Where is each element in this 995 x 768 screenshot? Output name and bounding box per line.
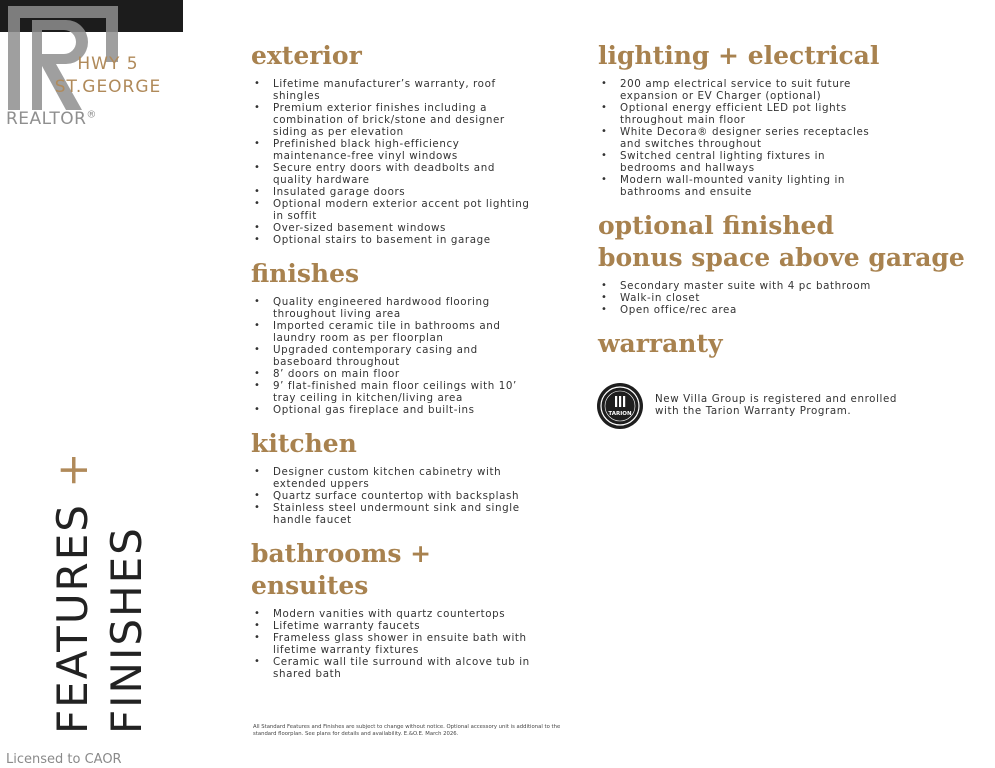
vertical-title xyxy=(46,450,154,734)
footnote-line1: All Standard Features and Finishes are subject to change without notice. Optional accessory unit is additional to the xyxy=(253,724,561,730)
right-column xyxy=(598,40,965,372)
registered-mark: ® xyxy=(86,109,97,121)
list-item-cont: tray ceiling in kitchen/living area xyxy=(273,392,463,404)
list-finishes xyxy=(251,296,551,416)
heading-optional-finished: optional finished xyxy=(598,211,834,240)
list-item: • Frameless glass shower in ensuite bath with xyxy=(251,632,551,644)
left-column xyxy=(251,40,551,692)
vertical-title-finishes: FINISHES xyxy=(102,526,151,734)
section-exterior xyxy=(251,40,551,246)
list-item: • Premium exterior finishes including a xyxy=(251,102,551,114)
list-item-cont: quality hardware xyxy=(273,174,370,186)
list-item: • Modern wall-mounted vanity lighting in xyxy=(598,174,938,186)
list-item: • Ceramic wall tile surround with alcove tub in xyxy=(251,656,551,668)
footnote-line2: standard floorplan. See plans for details and availability. E.&O.E. March 2026. xyxy=(253,731,459,737)
list-item: • Lifetime warranty faucets xyxy=(251,620,551,632)
list-item-cont: shingles xyxy=(273,90,321,102)
section-warranty xyxy=(598,328,938,360)
list-item: • 8’ doors on main floor xyxy=(251,368,551,380)
vertical-title-plus: + xyxy=(48,450,97,488)
list-item: • Walk-in closet xyxy=(598,292,938,304)
list-item: • Imported ceramic tile in bathrooms and xyxy=(251,320,551,332)
list-item-cont: lifetime warranty fixtures xyxy=(273,644,419,656)
list-item: • Quality engineered hardwood flooring xyxy=(251,296,551,308)
tarion-text-line2: with the Tarion Warranty Program. xyxy=(655,405,852,417)
list-item-cont: baseboard throughout xyxy=(273,356,400,368)
heading-bathrooms: bathrooms + xyxy=(251,539,432,568)
list-item: • Optional stairs to basement in garage xyxy=(251,234,551,246)
list-item-cont: maintenance-free vinyl windows xyxy=(273,150,458,162)
list-item-cont: shared bath xyxy=(273,668,342,680)
list-item-cont: throughout living area xyxy=(273,308,401,320)
list-item: • Secure entry doors with deadbolts and xyxy=(251,162,551,174)
list-item: • White Decora® designer series receptacles xyxy=(598,126,938,138)
list-item-cont: bedrooms and hallways xyxy=(620,162,755,174)
licensed-to-caor: Licensed to CAOR xyxy=(6,752,122,767)
brand-hwy5: HWY 5 xyxy=(77,54,139,74)
list-item-cont: combination of brick/stone and designer xyxy=(273,114,505,126)
list-item: • Optional modern exterior accent pot lighting xyxy=(251,198,551,210)
list-item-cont: bathrooms and ensuite xyxy=(620,186,752,198)
list-item: • Upgraded contemporary casing and xyxy=(251,344,551,356)
section-bonus xyxy=(598,210,965,316)
brand-st-george: ST.GEORGE xyxy=(54,77,162,97)
list-item: • Secondary master suite with 4 pc bathroom xyxy=(598,280,938,292)
heading-bonus-space: bonus space above garage xyxy=(598,243,965,272)
list-item-cont: throughout main floor xyxy=(620,114,746,126)
list-item: • Quartz surface countertop with backsplash xyxy=(251,490,551,502)
heading-warranty: warranty xyxy=(598,329,723,358)
section-lighting xyxy=(598,40,938,198)
list-item: • Prefinished black high-efficiency xyxy=(251,138,551,150)
list-exterior xyxy=(251,78,551,246)
footnote xyxy=(253,724,593,738)
list-item: • Optional gas fireplace and built-ins xyxy=(251,404,551,416)
list-kitchen xyxy=(251,466,551,526)
list-item: • Optional energy efficient LED pot lights xyxy=(598,102,938,114)
vertical-title-features: FEATURES xyxy=(48,503,97,734)
list-item: • Insulated garage doors xyxy=(251,186,551,198)
list-bathrooms xyxy=(251,608,551,680)
section-kitchen xyxy=(251,428,551,526)
list-item: • Lifetime manufacturer’s warranty, roof xyxy=(251,78,551,90)
list-item: • Over-sized basement windows xyxy=(251,222,551,234)
list-item-cont: expansion or EV Charger (optional) xyxy=(620,90,822,102)
list-item-cont: handle faucet xyxy=(273,514,352,526)
list-item: • 200 amp electrical service to suit future xyxy=(598,78,938,90)
realtor-wordmark xyxy=(6,109,97,129)
heading-lighting: lighting + electrical xyxy=(598,41,880,70)
list-item: • Modern vanities with quartz countertops xyxy=(251,608,551,620)
list-item: • Stainless steel undermount sink and single xyxy=(251,502,551,514)
section-finishes xyxy=(251,258,551,416)
tarion-warranty-text xyxy=(655,393,897,417)
tarion-seal-text: TARION xyxy=(608,411,632,417)
heading-exterior: exterior xyxy=(251,41,362,70)
tarion-seal-icon xyxy=(596,382,644,430)
heading-kitchen: kitchen xyxy=(251,429,357,458)
list-lighting xyxy=(598,78,938,198)
list-item-cont: in soffit xyxy=(273,210,317,222)
heading-finishes: finishes xyxy=(251,259,360,288)
list-item: • 9’ flat-finished main floor ceilings with 10’ xyxy=(251,380,551,392)
list-item-cont: and switches throughout xyxy=(620,138,762,150)
list-item-cont: siding as per elevation xyxy=(273,126,404,138)
list-item-cont: laundry room as per floorplan xyxy=(273,332,444,344)
list-item: • Designer custom kitchen cabinetry with xyxy=(251,466,551,478)
section-bathrooms xyxy=(251,538,551,680)
list-bonus xyxy=(598,280,938,316)
list-item: • Open office/rec area xyxy=(598,304,938,316)
list-item-cont: extended uppers xyxy=(273,478,370,490)
heading-ensuites: ensuites xyxy=(251,571,369,600)
tarion-text-line1: New Villa Group is registered and enrolled xyxy=(655,393,898,405)
realtor-text: REALTOR xyxy=(6,109,87,129)
list-item: • Switched central lighting fixtures in xyxy=(598,150,938,162)
